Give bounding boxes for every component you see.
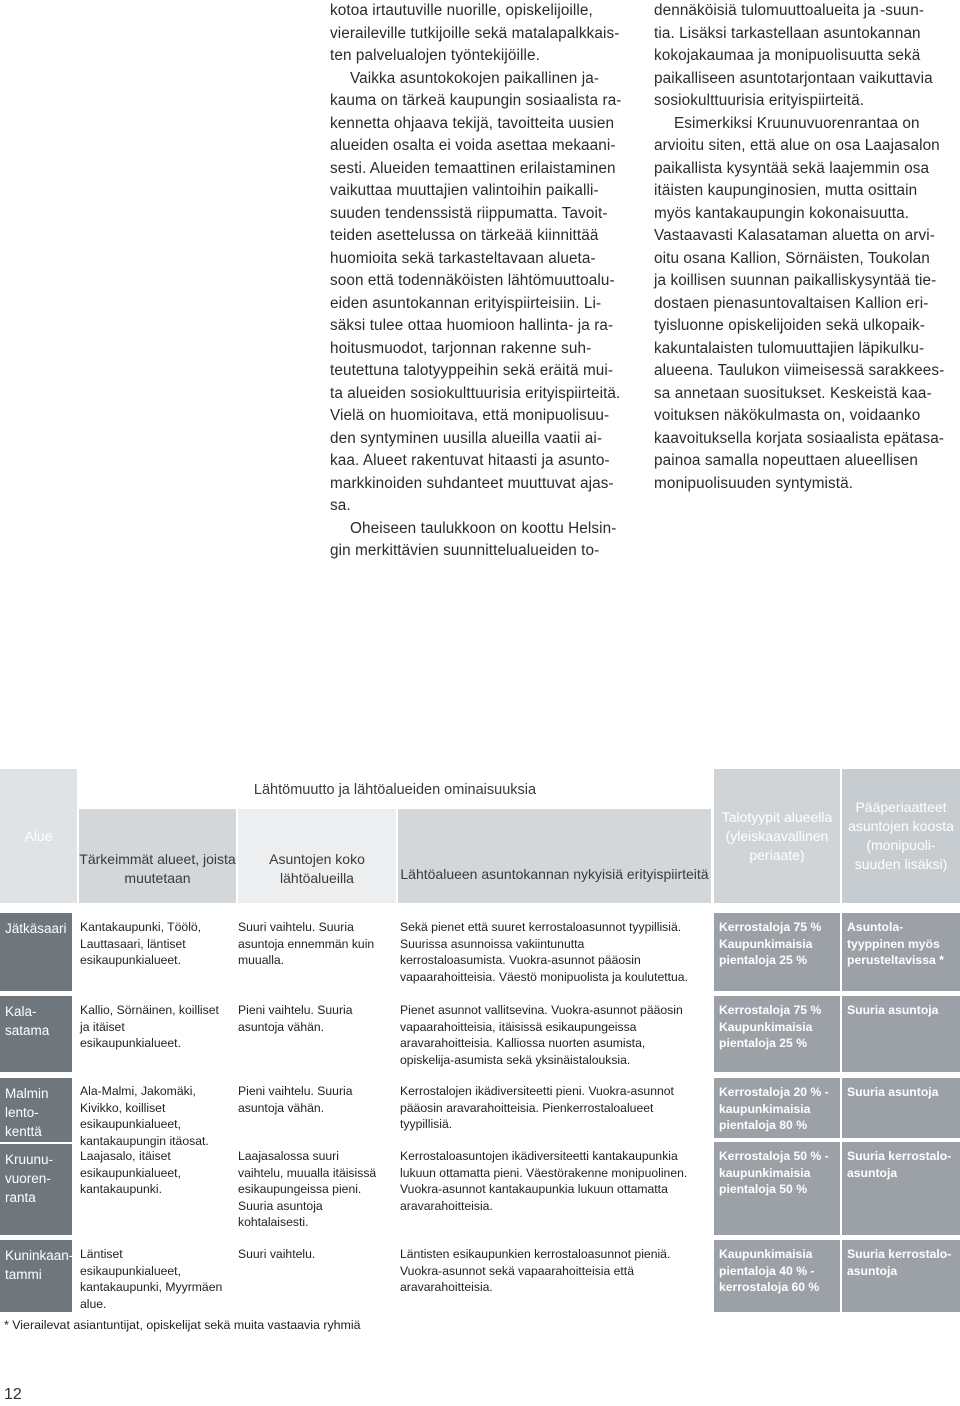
text-column-left [330, 0, 635, 563]
row-alue-label: Kala- satama [5, 1004, 50, 1038]
row-koko: Pieni vaihtelu. Suuria asuntoja vähän. [238, 1003, 353, 1034]
row-talotyypit [714, 913, 840, 991]
row-periaatteet-text: Suuria kerrostalo- asuntoja [847, 1149, 952, 1180]
row-periaatteet [842, 1240, 960, 1312]
table-row-alue [0, 1144, 72, 1235]
header-alue: Alue [24, 827, 53, 844]
row-talotyypit [714, 996, 840, 1072]
header-alue-cell [0, 769, 77, 903]
header-group-title: Lähtömuutto ja lähtöalueiden ominaisuuksia [253, 781, 537, 798]
row-erityis: Kerrostalojen ikädiversiteetti pieni. Vuokra-asunnot pääosin aravarahoitteisia. Pienkerrostaloalueet tyypillisiä. [400, 1084, 674, 1132]
row-periaatteet-text: Asuntola- tyyppinen myös perusteltavissa * [847, 920, 944, 968]
row-alueet: Ala-Malmi, Jakomäki, Kivikko, koilliset esikaupunkialueet, kantakaupungin itäosat. [80, 1084, 209, 1148]
table-row-alue [0, 996, 72, 1072]
row-talotyypit-text: Kerrostaloja 20 % - kaupunkimaisia pientaloja 80 % [719, 1085, 829, 1133]
header-group [79, 769, 711, 903]
row-talotyypit [714, 1078, 840, 1138]
page-number: 12 [4, 1386, 22, 1403]
row-periaatteet-text: Suuria asuntoja [847, 1003, 939, 1017]
row-alue-label: Malmin lento- kenttä [5, 1086, 49, 1139]
text-column-right [654, 0, 959, 495]
row-talotyypit-text: Kerrostaloja 50 % - kaupunkimaisia pientaloja 50 % [719, 1149, 829, 1197]
row-alue-label: Kruunu- vuoren- ranta [5, 1152, 54, 1205]
row-talotyypit-text: Kerrostaloja 75 % Kaupunkimaisia pientaloja 25 % [719, 920, 822, 968]
header-alueet-cell [79, 809, 236, 903]
header-alueet: Tärkeimmät alueet, joista muutetaan [79, 851, 236, 886]
row-erityis: Pienet asunnot vallitsevina. Vuokra-asunnot pääosin vapaarahoitteisia, itäisissä esikaupungeissa aravarahoitteisia. Kalliossa nuorten asumista, opiskelija-asumista sekä yksinäistalouksia. [400, 1003, 683, 1067]
row-talotyypit [714, 1240, 840, 1312]
row-alue-label: Kuninkaan- tammi [5, 1248, 74, 1282]
paragraph: Vaikka asuntokokojen paikallinen ja- kauma on tärkeä kaupungin sosiaalista ra- kennetta ohjaava tekijä, tavoitteita uusien alueiden osalta ei voida asettaa mekaani- sesti. Alueiden temaattinen erilaistaminen vaikuttaa muuttajien valintoihin paikalli- suuden tendenssistä riippumatta. Tavoit- teiden asettelussa on tärkeää kiinnittää huomioita sekä tarkasteltavaan alueta- soon että todennäköisten lähtömuuttoalu- eiden asuntokannan erityispiirteisiin. Li- säksi tulee ottaa huomioon hallinta- ja ra- hoitusmuodot, tarjonnan rakenne suh- teutettuna talotyyppeihin sekä eräitä mui- ta alueiden sosiokulttuurisia erityispiirteitä. Vielä on huomioitava, että monipuolisuu- den syntyminen uusilla alueilla vaatii ai- kaa. Alueet rakentuvat hitaasti ja asunto- markkinoiden suhdanteet muuttuvat ajas- sa. [330, 69, 622, 514]
row-periaatteet [842, 1078, 960, 1138]
row-periaatteet [842, 996, 960, 1072]
row-alueet: Kantakaupunki, Töölö, Lauttasaari, läntiset esikaupunkialueet. [80, 920, 202, 968]
row-talotyypit [714, 1142, 840, 1235]
row-koko: Suuri vaihtelu. Suuria asuntoja ennemmän kuin muualla. [238, 920, 375, 968]
header-talotyypit-cell [714, 769, 840, 903]
header-erityis-cell [398, 809, 711, 903]
row-koko: Pieni vaihtelu. Suuria asuntoja vähän. [238, 1084, 353, 1115]
row-periaatteet-text: Suuria asuntoja [847, 1085, 939, 1099]
row-periaatteet-text: Suuria kerrostalo- asuntoja [847, 1247, 952, 1278]
row-erityis: Kerrostaloasuntojen ikädiversiteetti kantakaupunkia lukuun ottamatta pieni. Väestörakenne monipuolinen. Vuokra-asunnot kantakaupunkia lukuun ottamatta aravarahoitteisia. [400, 1149, 688, 1213]
paragraph: kotoa irtautuville nuorille, opiskelijoille, vieraileville tutkijoille sekä matalapalkkais- ten palvelualojen työntekijöille. [330, 2, 620, 64]
row-erityis: Sekä pienet että suuret kerrostaloasunnot tyypillisiä. Suurissa asunnoissa vakiintunutta kerrostaloasumista. Vuokra-asunnot pääosin vapaarahoitteisia. Väestö monipuolista ja koulutettua. [400, 920, 688, 984]
table-footnote: * Vierailevat asiantuntijat, opiskelijat sekä muita vastaavia ryhmiä [4, 1318, 361, 1332]
row-alueet: Laajasalo, itäiset esikaupunkialueet, kantakaupunki. [80, 1149, 181, 1197]
header-periaatteet-cell [842, 769, 960, 903]
row-erityis: Läntisten esikaupunkien kerrostaloasunnot pieniä. Vuokra-asunnot sekä vapaarahoitteisia että aravarahoitteisia. [400, 1247, 671, 1295]
paragraph: Oheiseen taulukkoon on koottu Helsin- gin merkittävien suunnittelualueiden to- [330, 519, 617, 559]
row-alueet: Läntiset esikaupunkialueet, kantakaupunki, Myyrmäen alue. [80, 1247, 223, 1311]
row-talotyypit-text: Kerrostaloja 75 % Kaupunkimaisia pientaloja 25 % [719, 1003, 822, 1051]
table-row-alue [0, 913, 72, 991]
header-periaatteet: Pääperiaatteet asuntojen koosta (monipuoli- suuden lisäksi) [848, 799, 954, 872]
table-row-alue [0, 1240, 72, 1312]
row-alue-label: Jätkäsaari [5, 921, 67, 936]
row-periaatteet [842, 913, 960, 991]
row-talotyypit-text: Kaupunkimaisia pientaloja 40 % - kerrostaloja 60 % [719, 1247, 820, 1295]
row-koko: Suuri vaihtelu. [238, 1247, 316, 1261]
paragraph: Esimerkiksi Kruunuvuorenrantaa on arvioitu siten, että alue on osa Laajasalon paikallista kysyntää sekä laajemmin osa itäisten kaupunginosien, mutta osittain myös kantakaupungin kokonaisuutta. Vastaavasti Kalasataman aluetta on arvi- oitu osana Kallion, Sörnäisten, Toukolan ja koillisen suunnan paikalliskysyntää tie- dostaen pienasuntovaltaisen Kallion eri- tyisluonne opiskelijoiden sekä ulkopaik- kakuntalaisten tulomuuttajien läpikulku- alueena. Taulukon viimeisessä sarakkees- sa annetaan suositukset. Keskeistä kaa- voituksen näkökulmasta on, voidaanko kaavoituksella korjata sosiaalista epätasa- painoa samalla nopeuttaen alueellisen monipuolisuuden syntymistä. [654, 114, 945, 492]
header-koko: Asuntojen koko lähtöalueilla [269, 851, 365, 886]
header-talotyypit: Talotyypit alueella (yleiskaavallinen periaate) [721, 808, 833, 863]
row-alueet: Kallio, Sörnäinen, koilliset ja itäiset esikaupunkialueet. [80, 1003, 219, 1051]
row-koko: Laajasalossa suuri vaihtelu, muualla itäisissä esikaupungeissa pieni. Suuria asuntoja kohtalaisesti. [238, 1149, 377, 1230]
paragraph: dennäköisiä tulomuuttoalueita ja -suun- tia. Lisäksi tarkastellaan asuntokannan kokojakaumaa ja monipuolisuutta sekä paikalliseen asuntotarjontaan vaikuttavia sosiokulttuurisia erityispiirteitä. [654, 2, 933, 109]
table-row-alue [0, 1078, 72, 1142]
row-periaatteet [842, 1142, 960, 1235]
header-koko-cell [238, 809, 396, 903]
header-erityis: Lähtöalueen asuntokannan nykyisiä erityispiirteitä [400, 865, 709, 882]
